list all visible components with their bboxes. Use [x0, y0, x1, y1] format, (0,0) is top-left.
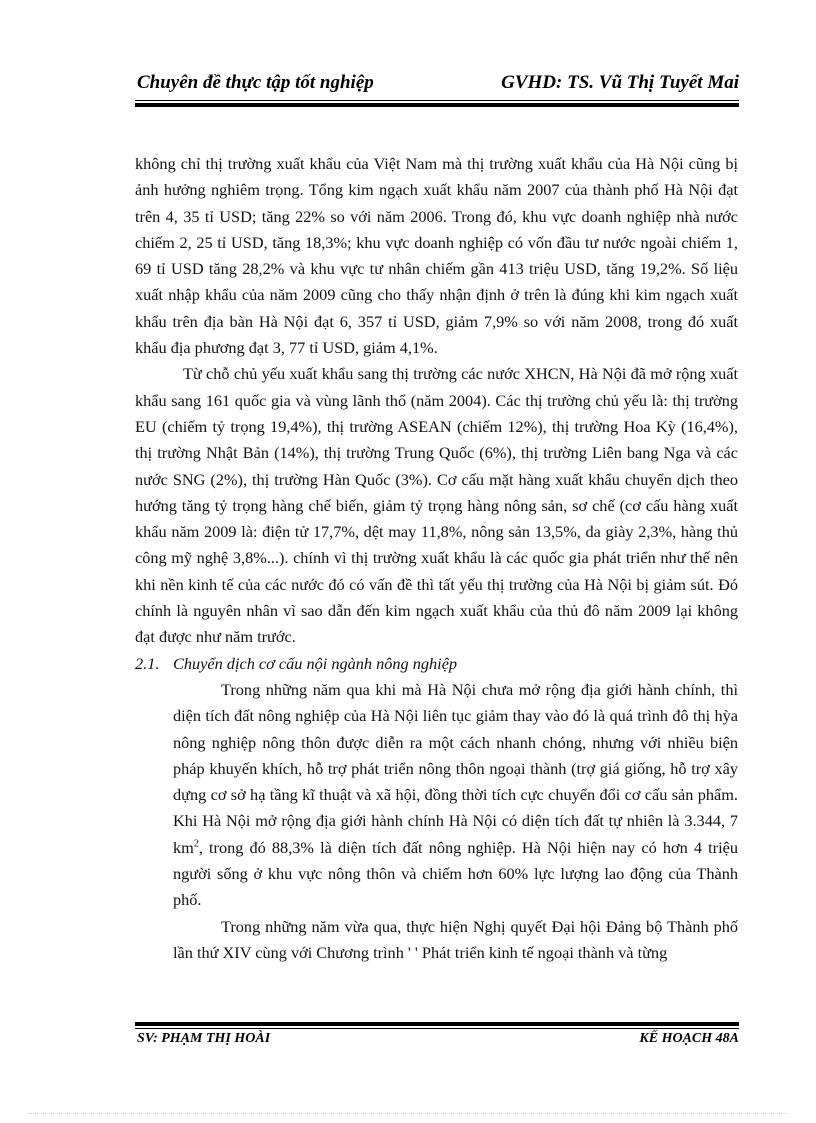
footer-student: SV: PHẠM THỊ HOÀI: [137, 1031, 271, 1046]
section-title: Chuyển dịch cơ cấu nội ngành nông nghiệp: [173, 653, 458, 673]
paragraph-resolution: Trong những năm vừa qua, thực hiện Nghị quyết Đại hội Đảng bộ Thành phố lần thứ XIV cùng với Chương trình ' ' Phát triển kinh tế ngoại thành và từng: [173, 916, 738, 962]
footer-class: KẾ HOẠCH 48A: [639, 1031, 739, 1046]
paragraph-agriculture-rest: , trong đó 88,3% là diện tích đất nông nghiệp. Hà Nội hiện nay có hơn 4 triệu người sống ở khu vực nông thôn và chiếm hơn 60% lực lượng lao động của Thành phố.: [173, 837, 738, 910]
page-header: [135, 72, 739, 98]
page-bottom-divider: [28, 1113, 788, 1114]
footer-rule-thin: [135, 1028, 739, 1029]
header-rule-thin: [135, 100, 739, 101]
header-supervisor: GVHD: TS. Vũ Thị Tuyết Mai: [501, 72, 739, 93]
header-title: Chuyên đề thực tập tốt nghiệp: [137, 72, 374, 93]
superscript-two: 2: [193, 838, 199, 850]
section-number: 2.1.: [135, 653, 160, 673]
paragraph-export-figures: không chỉ thị trường xuất khẩu của Việt Nam mà thị trường xuất khẩu của Hà Nội cũng bị ảnh hưởng nghiêm trọng. Tổng kim ngạch xuất khẩu năm 2007 của thành phố Hà Nội đạt trên 4, 35 tỉ USD; tăng 22% so với năm 2006. Trong đó, khu vực doanh nghiệp nhà nước chiếm 2, 25 tỉ USD, tăng 18,3%; khu vực doanh nghiệp có vốn đầu tư nước ngoài chiếm 1, 69 tỉ USD tăng 28,2% và khu vực tư nhân chiếm gần 413 triệu USD, tăng 19,2%. Số liệu xuất nhập khẩu của năm 2009 cũng cho thấy nhận định ở trên là đúng khi kim ngạch xuất khẩu trên địa bàn Hà Nội đạt 6, 357 tỉ USD, giảm 7,9% so với năm 2008, trong đó xuất khẩu địa phương đạt 3, 77 tỉ USD, giảm 4,1%.: [135, 154, 738, 358]
paragraph-agriculture-main: Trong những năm qua khi mà Hà Nội chưa mở rộng địa giới hành chính, thì diện tích đất nông nghiệp của Hà Nội liên tục giảm thay vào đó là quá trình đô thị hỳa nông nghiệp nông thôn được diễn ra một cách nhanh chóng, nhưng với nhiều biện pháp khuyến khích, hỗ trợ phát triển nông thôn ngoại thành (trợ giá giống, hỗ trợ xây dựng cơ sở hạ tầng kĩ thuật và xã hội, đồng thời tích cực chuyển đổi cơ cấu sản phẩm. Khi Hà Nội mở rộng địa giới hành chính Hà Nội có diện tích đất tự nhiên là 3.344, 7 km: [173, 679, 738, 857]
footer-rule-thick: [135, 1022, 739, 1026]
header-rule-thick: [135, 103, 739, 107]
paragraph-export-markets: Từ chỗ chủ yếu xuất khẩu sang thị trường các nước XHCN, Hà Nội đã mở rộng xuất khẩu sang 161 quốc gia và vùng lãnh thổ (năm 2004). Các thị trường chủ yếu là: thị trường EU (chiếm tỷ trọng 19,4%), thị trường ASEAN (chiếm 12%), thị trường Hoa Kỳ (16,4%), thị trường Nhật Bản (14%), thị trường Trung Quốc (6%), thị trường Liên bang Nga và các nước SNG (2%), thị trường Hàn Quốc (3%). Cơ cấu mặt hàng xuất khẩu chuyển dịch theo hướng tăng tỷ trọng hàng chế biến, giảm tỷ trọng hàng nông sản, sơ chế (cơ cấu hàng xuất khẩu năm 2009 là: điện tử 17,7%, dệt may 11,8%, nông sản 13,5%, da giày 2,3%, hàng thủ công mỹ nghệ 3,8%...). chính vì thị trường xuất khẩu là các quốc gia phát triển như thế nên khi nền kinh tế của các nước đó có vấn đề thì tất yếu thị trường của Hà Nội bị giảm sút. Đó chính là nguyên nhân vì sao dẫn đến kim ngạch xuất khẩu của thủ đô năm 2009 lại không đạt được như năm trước.: [135, 364, 738, 647]
page-footer: [135, 1031, 739, 1053]
document-body: [135, 151, 738, 966]
paragraph-agriculture: [173, 677, 738, 914]
section-heading: [135, 651, 738, 677]
subsection-content: [135, 677, 738, 966]
